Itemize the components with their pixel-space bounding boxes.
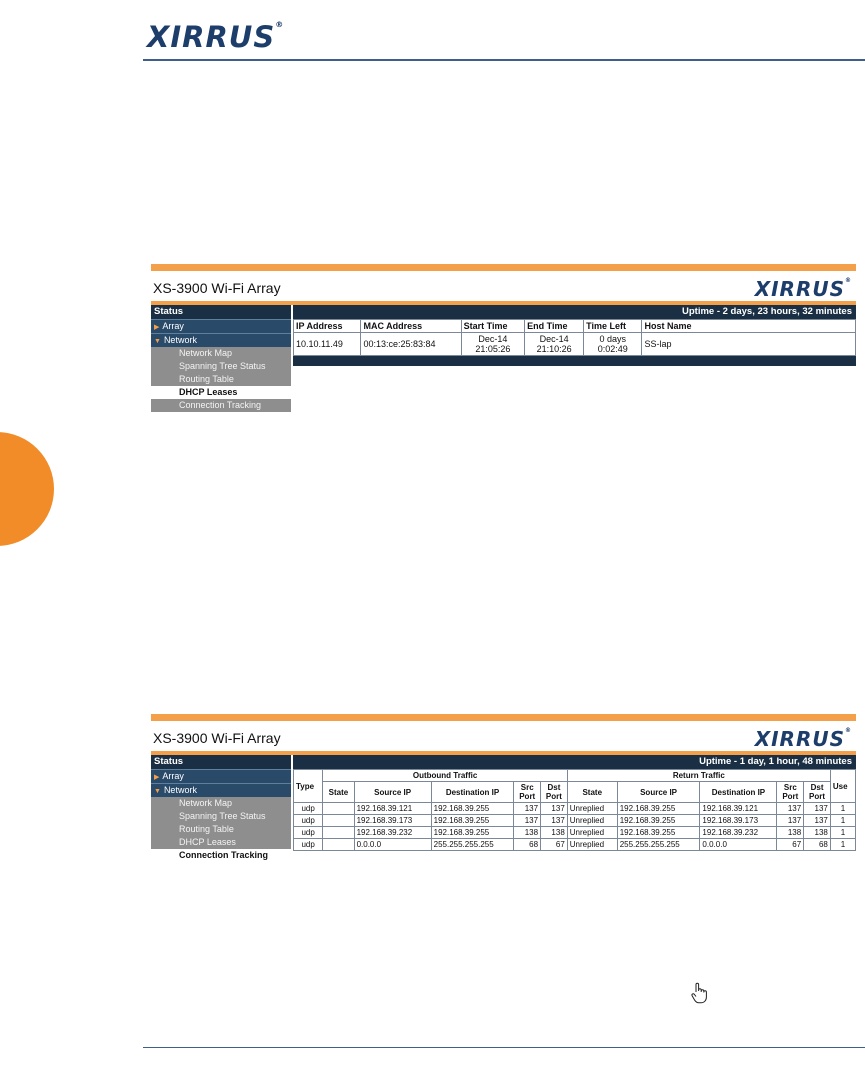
triangle-down-icon: ▼ [154, 338, 161, 345]
header-rule [143, 59, 865, 61]
page-title: XS-3900 Wi-Fi Array [153, 280, 281, 296]
sidebar-item-routing-table[interactable]: Routing Table [151, 823, 291, 836]
cell-destination-ip: 192.168.39.255 [431, 803, 514, 815]
panel-header [151, 271, 856, 301]
cell-type: udp [294, 815, 323, 827]
col-source-ip: Source IP [354, 782, 431, 803]
cell-return-source-ip: 192.168.39.255 [617, 815, 700, 827]
sidebar-item-network-map[interactable]: Network Map [151, 347, 291, 360]
cell-src-port: 137 [514, 815, 541, 827]
sidebar-item-spanning-tree-status[interactable]: Spanning Tree Status [151, 360, 291, 373]
header-line: Port [782, 792, 799, 801]
cell-return-dst-port: 68 [804, 839, 831, 851]
trademark-mark: ® [275, 20, 285, 29]
connection-tracking-table [293, 769, 856, 851]
cell-return-dst-port: 138 [804, 827, 831, 839]
header-line: Src [520, 783, 534, 792]
header-line: Dst [547, 783, 561, 792]
triangle-right-icon: ▶ [154, 774, 160, 781]
chapter-tab-marker [0, 432, 54, 546]
sidebar-item-routing-table[interactable]: Routing Table [151, 373, 291, 386]
cell-return-dst-port: 137 [804, 803, 831, 815]
page-title: XS-3900 Wi-Fi Array [153, 730, 281, 746]
cell-state [323, 839, 354, 851]
triangle-down-icon: ▼ [154, 788, 161, 795]
uptime-bar: Uptime - 2 days, 23 hours, 32 minutes [293, 305, 856, 319]
col-host-name: Host Name [642, 320, 856, 333]
trademark-mark: ® [845, 727, 852, 734]
cell-src-port: 138 [514, 827, 541, 839]
footer-rule [143, 1047, 865, 1048]
header-line: Port [519, 792, 536, 801]
table-group-header-row [294, 770, 856, 782]
cell-src-port: 68 [514, 839, 541, 851]
panel-header [151, 721, 856, 751]
group-return-traffic: Return Traffic [567, 770, 830, 782]
cell-dst-port: 138 [541, 827, 568, 839]
cell-return-source-ip: 192.168.39.255 [617, 803, 700, 815]
cell-source-ip: 192.168.39.121 [354, 803, 431, 815]
cell-source-ip: 192.168.39.173 [354, 815, 431, 827]
col-return-source-ip: Source IP [617, 782, 700, 803]
cell-type: udp [294, 803, 323, 815]
table-footer-bar [293, 356, 856, 366]
sidebar-item-label: Network [163, 785, 197, 795]
hand-pointer-icon [690, 982, 708, 1009]
table-row [294, 333, 856, 356]
sidebar-item-array[interactable] [151, 319, 291, 333]
cell-return-source-ip: 255.255.255.255 [617, 839, 700, 851]
cell-dst-port: 137 [541, 815, 568, 827]
status-sidebar [151, 755, 291, 862]
cell-state [323, 827, 354, 839]
cell-time-left [584, 333, 642, 356]
header-line: Port [809, 792, 826, 801]
col-return-state: State [567, 782, 617, 803]
cell-type: udp [294, 839, 323, 851]
col-return-dst-port [804, 782, 831, 803]
table-header-row [294, 320, 856, 333]
cell-end-time [525, 333, 584, 356]
cell-destination-ip: 192.168.39.255 [431, 815, 514, 827]
cell-return-destination-ip: 192.168.39.121 [700, 803, 777, 815]
orange-top-bar [151, 264, 856, 271]
col-dst-port [541, 782, 568, 803]
cell-return-source-ip: 192.168.39.255 [617, 827, 700, 839]
start-clock: 21:05:26 [475, 344, 511, 354]
col-time-left: Time Left [584, 320, 642, 333]
cell-type: udp [294, 827, 323, 839]
cell-return-src-port: 138 [777, 827, 804, 839]
header-line: Src [783, 783, 797, 792]
cell-return-state: Unreplied [567, 815, 617, 827]
cell-use: 1 [830, 839, 855, 851]
xirrus-logo [755, 277, 852, 301]
cell-return-src-port: 137 [777, 815, 804, 827]
sidebar-status-heading: Status [151, 755, 291, 769]
col-state: State [323, 782, 354, 803]
table-row [294, 839, 856, 851]
left-clock: 0:02:49 [597, 344, 628, 354]
trademark-mark: ® [845, 277, 852, 284]
uptime-bar: Uptime - 1 day, 1 hour, 48 minutes [293, 755, 856, 769]
cell-return-state: Unreplied [567, 803, 617, 815]
cell-mac: 00:13:ce:25:83:84 [361, 333, 461, 356]
end-date: Dec-14 [539, 334, 569, 344]
sidebar-item-connection-tracking[interactable]: Connection Tracking [151, 399, 291, 412]
logo-text: XIRRUS [754, 277, 845, 301]
conn-content [293, 755, 856, 849]
cell-use: 1 [830, 803, 855, 815]
col-end-time: End Time [525, 320, 584, 333]
start-date: Dec-14 [478, 334, 508, 344]
cell-return-src-port: 137 [777, 803, 804, 815]
table-row [294, 815, 856, 827]
sidebar-item-dhcp-leases[interactable]: DHCP Leases [151, 386, 291, 399]
table-row [294, 803, 856, 815]
cell-state [323, 815, 354, 827]
cell-start-time [461, 333, 525, 356]
cell-destination-ip: 192.168.39.255 [431, 827, 514, 839]
sidebar-item-spanning-tree-status[interactable]: Spanning Tree Status [151, 810, 291, 823]
header-line: Port [545, 792, 562, 801]
sidebar-item-label: Array [162, 321, 184, 331]
brand-text: XIRRUS [147, 20, 276, 54]
cell-return-dst-port: 137 [804, 815, 831, 827]
orange-top-bar [151, 714, 856, 721]
triangle-right-icon: ▶ [154, 324, 160, 331]
sidebar-item-label: Array [162, 771, 184, 781]
cell-dst-port: 137 [541, 803, 568, 815]
left-days: 0 days [599, 334, 627, 344]
sidebar-item-connection-tracking[interactable]: Connection Tracking [151, 849, 291, 862]
sidebar-item-dhcp-leases[interactable]: DHCP Leases [151, 836, 291, 849]
dhcp-leases-table [293, 319, 856, 356]
col-src-port [514, 782, 541, 803]
sidebar-item-array[interactable] [151, 769, 291, 783]
col-destination-ip: Destination IP [431, 782, 514, 803]
cell-return-destination-ip: 192.168.39.173 [700, 815, 777, 827]
cell-return-state: Unreplied [567, 839, 617, 851]
col-type: Type [294, 770, 323, 803]
cell-host: SS-lap [642, 333, 856, 356]
col-mac-address: MAC Address [361, 320, 461, 333]
cell-destination-ip: 255.255.255.255 [431, 839, 514, 851]
col-return-destination-ip: Destination IP [700, 782, 777, 803]
cell-use: 1 [830, 827, 855, 839]
col-use: Use [830, 770, 855, 803]
connection-rows [294, 803, 856, 851]
connection-tracking-screenshot [151, 714, 856, 860]
logo-text: XIRRUS [754, 727, 845, 751]
xirrus-logo [147, 20, 284, 54]
cell-return-destination-ip: 192.168.39.232 [700, 827, 777, 839]
cell-dst-port: 67 [541, 839, 568, 851]
group-outbound-traffic: Outbound Traffic [323, 770, 567, 782]
cell-ip: 10.10.11.49 [294, 333, 361, 356]
sidebar-item-network-map[interactable]: Network Map [151, 797, 291, 810]
dhcp-content [293, 305, 856, 366]
cell-return-destination-ip: 0.0.0.0 [700, 839, 777, 851]
header-line: Dst [810, 783, 824, 792]
cell-source-ip: 0.0.0.0 [354, 839, 431, 851]
xirrus-logo [755, 727, 852, 751]
col-start-time: Start Time [461, 320, 525, 333]
end-clock: 21:10:26 [536, 344, 572, 354]
table-row [294, 827, 856, 839]
table-header-row [294, 782, 856, 803]
dhcp-leases-screenshot [151, 264, 856, 436]
sidebar-item-label: Network [163, 335, 197, 345]
cell-state [323, 803, 354, 815]
cell-use: 1 [830, 815, 855, 827]
sidebar-item-network[interactable] [151, 333, 291, 347]
col-ip-address: IP Address [294, 320, 361, 333]
sidebar-item-network[interactable] [151, 783, 291, 797]
sidebar-status-heading: Status [151, 305, 291, 319]
status-sidebar [151, 305, 291, 412]
cell-src-port: 137 [514, 803, 541, 815]
cell-return-state: Unreplied [567, 827, 617, 839]
col-return-src-port [777, 782, 804, 803]
cell-source-ip: 192.168.39.232 [354, 827, 431, 839]
cell-return-src-port: 67 [777, 839, 804, 851]
